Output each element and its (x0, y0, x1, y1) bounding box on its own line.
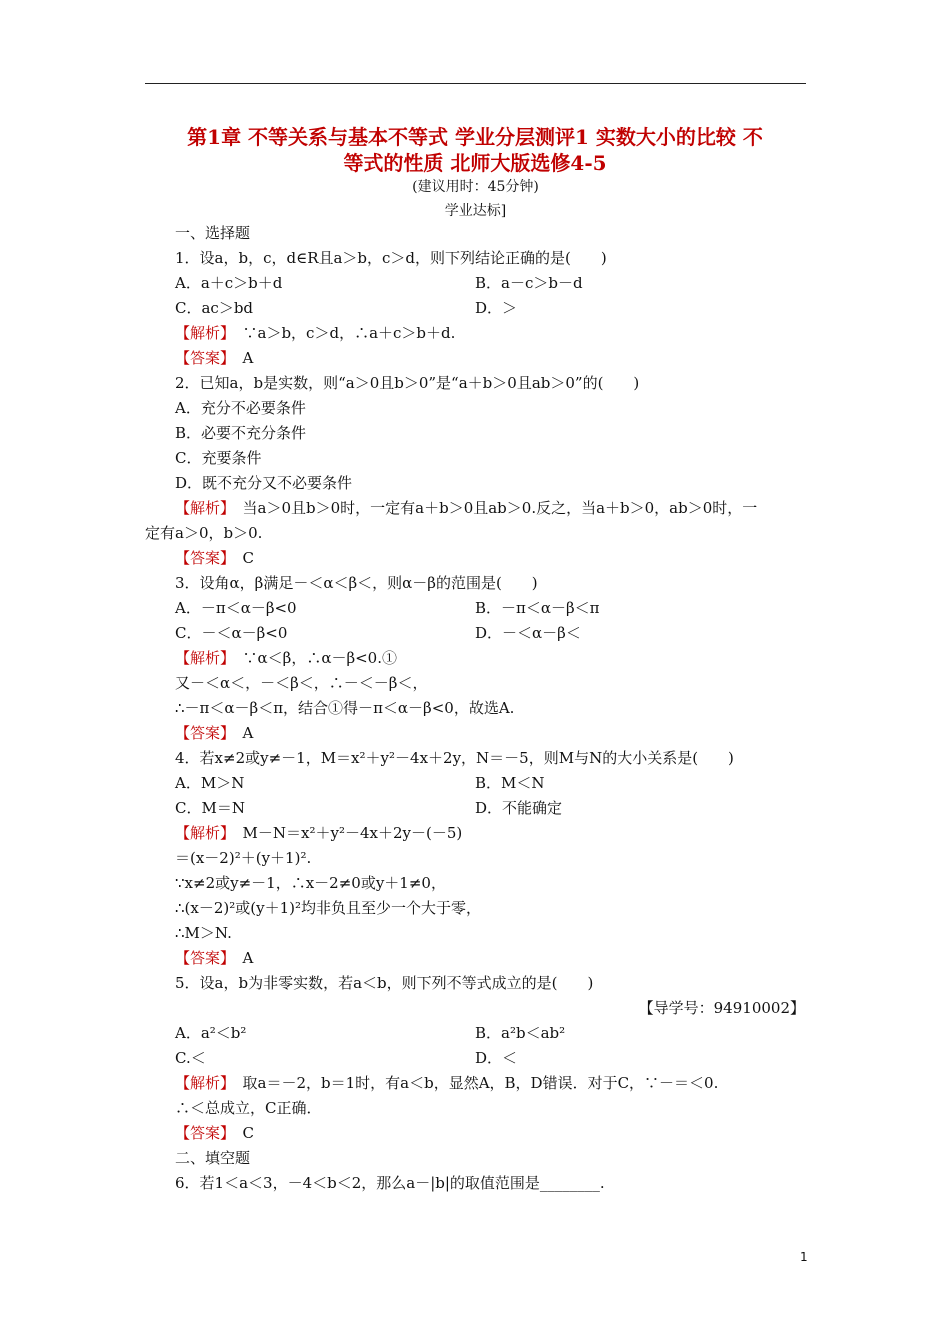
q3-option-d: D．－＜α－β＜ (475, 624, 581, 642)
q2-option-b: B．必要不充分条件 (175, 424, 307, 442)
answer-text: A (227, 724, 254, 742)
answer-tag: 【答案】 (175, 349, 228, 367)
answer-text: C (227, 549, 254, 567)
q1-analysis (175, 323, 455, 343)
q1-option-a: A．a＋c＞b＋d (175, 274, 283, 292)
q2-answer (175, 548, 254, 568)
q2-option-d: D．既不充分又不必要条件 (175, 474, 353, 492)
analysis-tag: 【解析】 (175, 324, 228, 342)
answer-text: C (227, 1124, 254, 1142)
q4-analysis-3: ∵x≠2或y≠－1，∴x－2≠0或y＋1≠0， (175, 874, 446, 892)
q5-answer (175, 1123, 254, 1143)
q1-option-d: D．＞ (475, 299, 518, 317)
q4-option-b: B．M＜N (475, 774, 545, 792)
q4-option-c: C．M＝N (175, 799, 245, 817)
q1-option-b: B．a－c＞b－d (475, 274, 583, 292)
q4-analysis-2: ＝(x－2)²＋(y＋1)². (175, 849, 312, 867)
q3-option-b: B．－π＜α－β＜π (475, 599, 600, 617)
q1-option-c: C．ac＞bd (175, 299, 254, 317)
q5-analysis (175, 1073, 718, 1093)
q4-option-d: D．不能确定 (475, 799, 563, 817)
q3-option-c: C．－＜α－β<0 (175, 624, 288, 642)
q5-analysis-2: ∴＜总成立，C正确． (175, 1099, 322, 1117)
q5-option-b: B．a²b＜ab² (475, 1024, 566, 1042)
doc-title-line1: 第1章 不等关系与基本不等式 学业分层测评1 实数大小的比较 不 (187, 125, 763, 149)
analysis-text: ∵α＜β，∴α－β<0.① (227, 649, 397, 667)
q4-analysis-5: ∴M＞N. (175, 924, 232, 942)
q2-option-a: A．充分不必要条件 (175, 399, 306, 417)
section-heading-fill: 二、填空题 (175, 1149, 251, 1167)
analysis-tag: 【解析】 (175, 499, 228, 517)
q3-analysis (175, 648, 397, 668)
q4-stem: 4．若x≠2或y≠－1，M＝x²＋y²－4x＋2y，N＝－5，则M与N的大小关系是( ) (175, 749, 734, 767)
q2-stem: 2．已知a，b是实数，则“a＞0且b＞0”是“a＋b＞0且ab＞0”的( ) (175, 374, 640, 392)
answer-tag: 【答案】 (175, 724, 228, 742)
q4-option-a: A．M＞N (175, 774, 245, 792)
q1-answer (175, 348, 253, 368)
analysis-tag: 【解析】 (175, 649, 228, 667)
answer-text: A (227, 949, 254, 967)
q1-stem: 1．设a，b，c，d∈R且a＞b，c＞d，则下列结论正确的是( ) (175, 249, 607, 267)
suggested-time: (建议用时：45分钟) (412, 179, 539, 195)
analysis-text: M－N＝x²＋y²－4x＋2y－(－5) (227, 824, 463, 842)
q3-analysis-2: 又－＜α＜，－＜β＜，∴－＜－β＜， (175, 674, 428, 692)
q3-analysis-3: ∴－π＜α－β＜π，结合①得－π＜α－β<0，故选A. (175, 699, 515, 717)
analysis-text: 取a＝－2，b＝1时，有a＜b，显然A，B，D错误．对于C，∵－＝＜0. (227, 1074, 719, 1092)
section-heading-choice: 一、选择题 (175, 224, 251, 242)
q5-option-c: C.＜ (175, 1049, 206, 1067)
answer-tag: 【答案】 (175, 949, 228, 967)
q4-analysis-4: ∴(x－2)²或(y＋1)²均非负且至少一个大于零， (175, 899, 482, 917)
q5-stem: 5．设a，b为非零实数，若a＜b，则下列不等式成立的是( ) (175, 974, 594, 992)
page-number: 1 (800, 1250, 808, 1264)
section-label: 学业达标] (444, 203, 507, 219)
q5-option-a: A．a²＜b² (175, 1024, 247, 1042)
analysis-text: ∵a＞b，c＞d，∴a＋c＞b＋d. (227, 324, 456, 342)
q3-option-a: A．－π＜α－β<0 (175, 599, 297, 617)
guide-number: 【导学号：94910002】 (638, 999, 805, 1017)
answer-tag: 【答案】 (175, 549, 228, 567)
q3-stem: 3．设角α，β满足－＜α＜β＜，则α－β的范围是( ) (175, 574, 538, 592)
q6-stem: 6．若1＜a＜3，－4＜b＜2，那么a－|b|的取值范围是________. (175, 1174, 605, 1192)
q4-analysis (175, 823, 462, 843)
answer-text: A (227, 349, 254, 367)
analysis-text: 当a＞0且b＞0时，一定有a＋b＞0且ab＞0.反之，当a＋b＞0，ab＞0时，一 (227, 499, 758, 517)
q2-option-c: C．充要条件 (175, 449, 262, 467)
analysis-tag: 【解析】 (175, 1074, 228, 1092)
q3-answer (175, 723, 253, 743)
q2-analysis-cont: 定有a＞0，b＞0. (145, 524, 263, 542)
analysis-tag: 【解析】 (175, 824, 228, 842)
doc-title-line2: 等式的性质 北师大版选修4-5 (343, 151, 607, 175)
q2-analysis (175, 498, 757, 518)
answer-tag: 【答案】 (175, 1124, 228, 1142)
q5-option-d: D．＜ (475, 1049, 518, 1067)
q4-answer (175, 948, 253, 968)
header-rule (145, 83, 806, 84)
